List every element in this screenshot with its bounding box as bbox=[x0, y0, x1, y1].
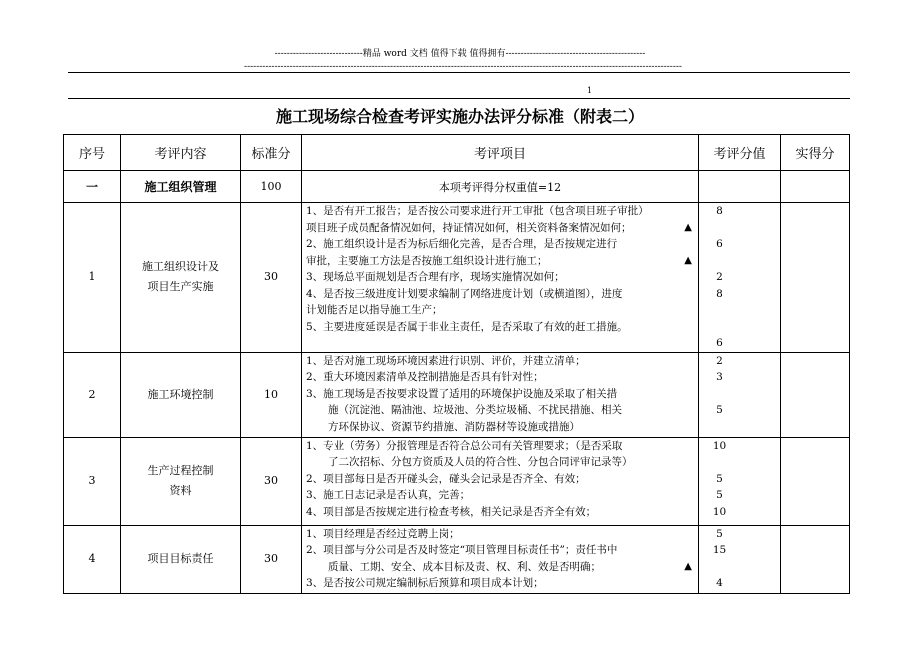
row-actual bbox=[781, 203, 850, 353]
row-std: 10 bbox=[241, 352, 302, 437]
criterion-line: 4、项目部是否按规定进行检查考核，相关记录是否齐全有效； bbox=[306, 505, 597, 518]
section-seq: 一 bbox=[64, 171, 121, 203]
criterion-line: 1、是否对施工现场环境因素进行识别、评价，并建立清单； bbox=[306, 354, 586, 367]
table-row bbox=[64, 437, 850, 525]
score-value bbox=[699, 253, 780, 270]
row-items bbox=[302, 203, 699, 353]
table-row bbox=[64, 352, 850, 437]
criterion-line: 方环保协议、资源节约措施、消防器材等设施或措施） bbox=[328, 420, 580, 433]
score-value: 8 bbox=[716, 205, 723, 217]
header-note: -----------------------------精品 word 文档 值得下载 值得拥有---------------------------------------------- bbox=[274, 49, 646, 59]
section-actual bbox=[781, 171, 850, 203]
score-value: 15 bbox=[712, 544, 727, 556]
criterion-item bbox=[306, 319, 694, 336]
criterion-line: 质量、工期、安全、成本目标及责、权、利、效是否明确； bbox=[328, 560, 601, 573]
score-value bbox=[699, 454, 780, 471]
row-std: 30 bbox=[241, 203, 302, 353]
criterion-line: 1、项目经理是否经过竞聘上岗； bbox=[306, 527, 460, 540]
score-value: 4 bbox=[716, 577, 723, 589]
score-value: 8 bbox=[716, 287, 723, 300]
score-value: 3 bbox=[716, 371, 723, 383]
page-number: 1 bbox=[587, 86, 593, 95]
criterion-line: 1、专业（劳务）分报管理是否符合总公司有关管理要求；（是否采取 bbox=[306, 439, 623, 452]
criterion-item bbox=[306, 353, 694, 370]
row-content-line: 项目生产实施 bbox=[147, 280, 214, 294]
row-std: 30 bbox=[241, 525, 302, 593]
score-value: 2 bbox=[716, 271, 723, 283]
criterion-item bbox=[306, 438, 694, 471]
score-value: 6 bbox=[716, 238, 723, 250]
row-content bbox=[121, 352, 241, 437]
criterion-item bbox=[306, 203, 694, 236]
table-row bbox=[64, 203, 850, 353]
key-item-triangle-icon: ▲ bbox=[684, 221, 692, 233]
table-body bbox=[64, 203, 850, 594]
criterion-line: 3、施工现场是否按要求设置了适用的环境保护设施及采取了相关措 bbox=[306, 387, 618, 400]
col-header-std: 标准分 bbox=[241, 135, 302, 171]
col-header-seq: 序号 bbox=[64, 135, 121, 171]
criterion-line: 2、项目部与分公司是否及时签定“项目管理目标责任书”；责任书中 bbox=[306, 544, 618, 556]
key-item-triangle-icon: ▲ bbox=[684, 254, 692, 266]
score-value: 5 bbox=[716, 404, 723, 416]
row-content bbox=[121, 203, 241, 353]
row-scores bbox=[699, 352, 781, 437]
col-header-items: 考评项目 bbox=[302, 135, 699, 171]
score-value bbox=[699, 302, 780, 319]
score-value: 6 bbox=[716, 337, 723, 349]
table-header-row bbox=[64, 135, 850, 171]
score-table bbox=[63, 134, 850, 594]
row-content-line: 施工环境控制 bbox=[147, 387, 214, 401]
row-seq: 4 bbox=[64, 525, 121, 593]
score-value: 5 bbox=[716, 527, 723, 540]
criterion-line: 3、现场总平面规划是否合理有序，现场实施情况如何； bbox=[306, 271, 565, 283]
criterion-item bbox=[306, 269, 694, 286]
criterion-line: 5、主要进度延误是否属于非业主责任，是否采取了有效的赶工措施。 bbox=[306, 320, 628, 333]
section-std: 100 bbox=[241, 171, 302, 203]
score-value bbox=[699, 559, 780, 576]
criterion-line: 3、施工日志记录是否认真，完善； bbox=[306, 489, 471, 501]
row-actual bbox=[781, 525, 850, 593]
criterion-line: 2、施工组织设计是否为标后细化完善，是否合理，是否按规定进行 bbox=[306, 238, 618, 250]
criterion-line: 4、是否按三级进度计划要求编制了网络进度计划（或横道图），进度 bbox=[306, 287, 623, 300]
criterion-item bbox=[306, 236, 694, 269]
section-content: 施工组织管理 bbox=[121, 171, 241, 203]
criterion-item bbox=[306, 386, 694, 436]
score-value: 5 bbox=[716, 489, 723, 501]
row-seq: 3 bbox=[64, 437, 121, 525]
score-value: 10 bbox=[712, 439, 727, 452]
row-seq: 1 bbox=[64, 203, 121, 353]
header-rule-top bbox=[68, 72, 850, 73]
criterion-item bbox=[306, 487, 694, 504]
criterion-item bbox=[306, 526, 694, 543]
row-std: 30 bbox=[241, 437, 302, 525]
row-seq: 2 bbox=[64, 352, 121, 437]
score-value bbox=[699, 386, 780, 403]
row-items bbox=[302, 525, 699, 593]
criterion-line: 3、是否按公司规定编制标后预算和项目成本计划； bbox=[306, 577, 544, 589]
col-header-content: 考评内容 bbox=[121, 135, 241, 171]
header-dashes: ------------------------------------------------------------------------------------------------------------------------------------------------ bbox=[244, 62, 682, 72]
row-scores bbox=[699, 525, 781, 593]
row-content bbox=[121, 437, 241, 525]
section-row bbox=[64, 171, 850, 203]
criterion-item bbox=[306, 504, 694, 521]
row-scores bbox=[699, 437, 781, 525]
score-value bbox=[699, 419, 780, 436]
row-content-line: 施工组织设计及 bbox=[142, 260, 219, 274]
col-header-score: 考评分值 bbox=[699, 135, 781, 171]
row-items bbox=[302, 352, 699, 437]
criterion-item bbox=[306, 369, 694, 386]
row-content-line: 项目目标责任 bbox=[147, 552, 214, 565]
score-value bbox=[699, 319, 780, 336]
score-value: 5 bbox=[716, 472, 723, 485]
criterion-item bbox=[306, 542, 694, 575]
key-item-triangle-icon: ▲ bbox=[684, 560, 692, 572]
row-actual bbox=[781, 352, 850, 437]
section-item: 本项考评得分权重值=12 bbox=[302, 171, 699, 203]
criterion-line: 2、重大环境因素清单及控制措施是否具有针对性； bbox=[306, 371, 544, 383]
row-actual bbox=[781, 437, 850, 525]
criterion-line: 了二次招标、分包方资质及人员的符合性、分包合同评审记录等） bbox=[328, 456, 633, 468]
criterion-item bbox=[306, 471, 694, 488]
col-header-actual: 实得分 bbox=[781, 135, 850, 171]
document-title: 施工现场综合检查考评实施办法评分标准（附表二） bbox=[275, 107, 644, 126]
row-scores bbox=[699, 203, 781, 353]
criterion-item bbox=[306, 575, 694, 592]
criterion-line: 1、是否有开工报告；是否按公司要求进行开工审批（包含项目班子审批） bbox=[306, 205, 649, 217]
table-row bbox=[64, 525, 850, 593]
section-score bbox=[699, 171, 781, 203]
criterion-line: 施（沉淀池、隔油池、垃圾池、分类垃圾桶、不扰民措施、相关 bbox=[328, 404, 622, 416]
score-value bbox=[699, 220, 780, 237]
header-rule-bottom bbox=[68, 98, 850, 99]
criterion-line: 审批，主要施工方法是否按施工组织设计进行施工； bbox=[306, 254, 548, 267]
score-value: 10 bbox=[712, 505, 727, 518]
criterion-line: 计划能否足以指导施工生产； bbox=[306, 304, 443, 316]
row-content-line: 资料 bbox=[169, 484, 192, 497]
criterion-line: 项目班子成员配备情况如何，持证情况如何，相关资料备案情况如何； bbox=[306, 221, 632, 234]
row-content-line: 生产过程控制 bbox=[147, 464, 214, 477]
row-items bbox=[302, 437, 699, 525]
criterion-item bbox=[306, 286, 694, 319]
row-content bbox=[121, 525, 241, 593]
criterion-line: 2、项目部每日是否开碰头会，碰头会记录是否齐全、有效； bbox=[306, 472, 586, 485]
score-value: 2 bbox=[716, 354, 723, 367]
